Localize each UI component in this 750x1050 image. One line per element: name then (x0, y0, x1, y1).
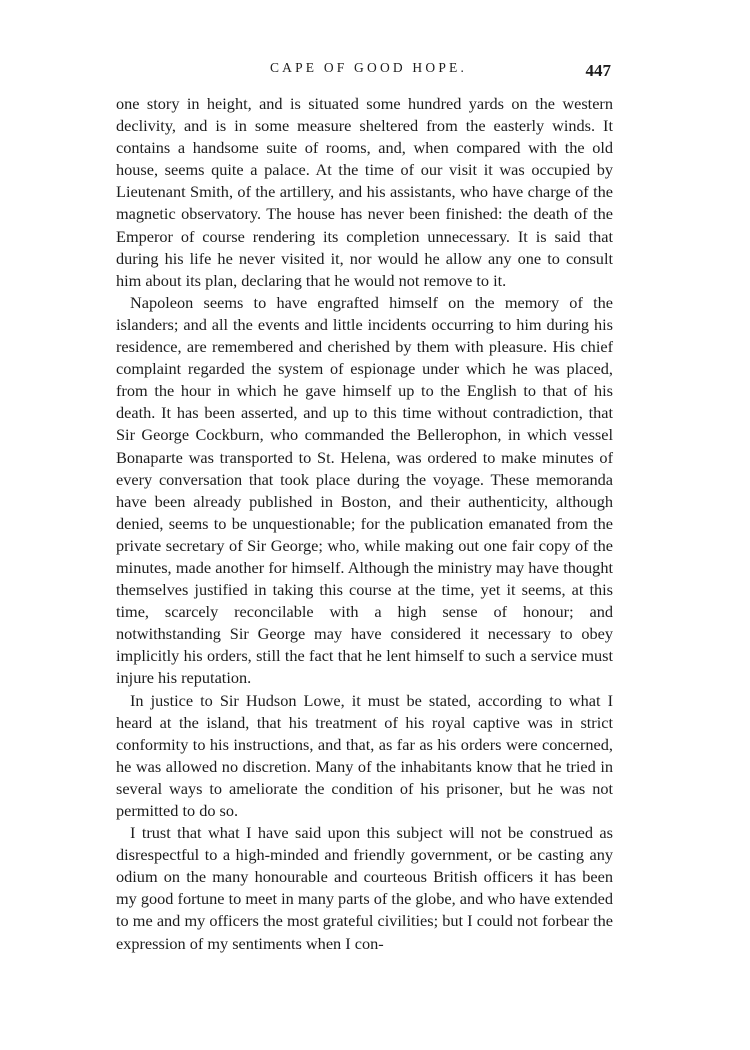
paragraph-trust: I trust that what I have said upon this subject will not be construed as disrespectful to a high-minded and friendly government, or be casting any odium on the many honourable and courteous British officers it has been my good fortune to meet in many parts of the globe, and who have extended to me and my officers the most grateful civilities; but I could not forbear the expression of my sentiments when I con- (116, 823, 613, 953)
body-text (116, 93, 613, 955)
running-head (116, 58, 611, 82)
running-title: CAPE OF GOOD HOPE. (269, 60, 468, 75)
paragraph-continued: one story in height, and is situated some hundred yards on the western declivity, and is in some measure sheltered from the easterly winds. It contains a handsome suite of rooms, and, when compared with the old house, seems quite a palace. At the time of our visit it was occupied by Lieutenant Smith, of the artillery, and his assistants, who have charge of the magnetic observatory. The house has never been finished: the death of the Emperor of course rendering its completion unnecessary. It is said that during his life he never visited it, nor would he allow any one to consult him about its plan, declaring that he would not remove to it. (116, 94, 613, 290)
page-number: 447 (585, 61, 611, 80)
paragraph-hudson-lowe: In justice to Sir Hudson Lowe, it must be stated, according to what I heard at the island, that his treatment of his royal captive was in strict conformity to his instructions, and that, as far as his orders were concerned, he was allowed no discretion. Many of the inhabitants know that he tried in several ways to ameliorate the condition of his prisoner, but he was not permitted to do so. (116, 690, 613, 820)
paragraph-napoleon: Napoleon seems to have engrafted himself on the memory of the islanders; and all the events and little incidents occurring to him during his residence, are remembered and cherished by them with pleasure. His chief complaint regarded the system of espionage under which he was placed, from the hour in which he gave himself up to the English to that of his death. It has been asserted, and up to this time without contradiction, that Sir George Cockburn, who commanded the Bellerophon, in which vessel Bonaparte was transported to St. Helena, was ordered to make minutes of every conversation that took place during the voyage. These memoranda have been already published in Boston, and their authenticity, although denied, seems to be unquestionable; for the publication emanated from the private secretary of Sir George; who, while making out one fair copy of the minutes, made another for himself. Although the ministry may have thought themselves justified in taking this course at the time, yet it seems, at this time, scarcely reconcilable with a high sense of honour; and notwithstanding Sir George may have considered it necessary to obey implicitly his orders, still the fact that he lent himself to such a service must injure his reputation. (116, 292, 613, 688)
